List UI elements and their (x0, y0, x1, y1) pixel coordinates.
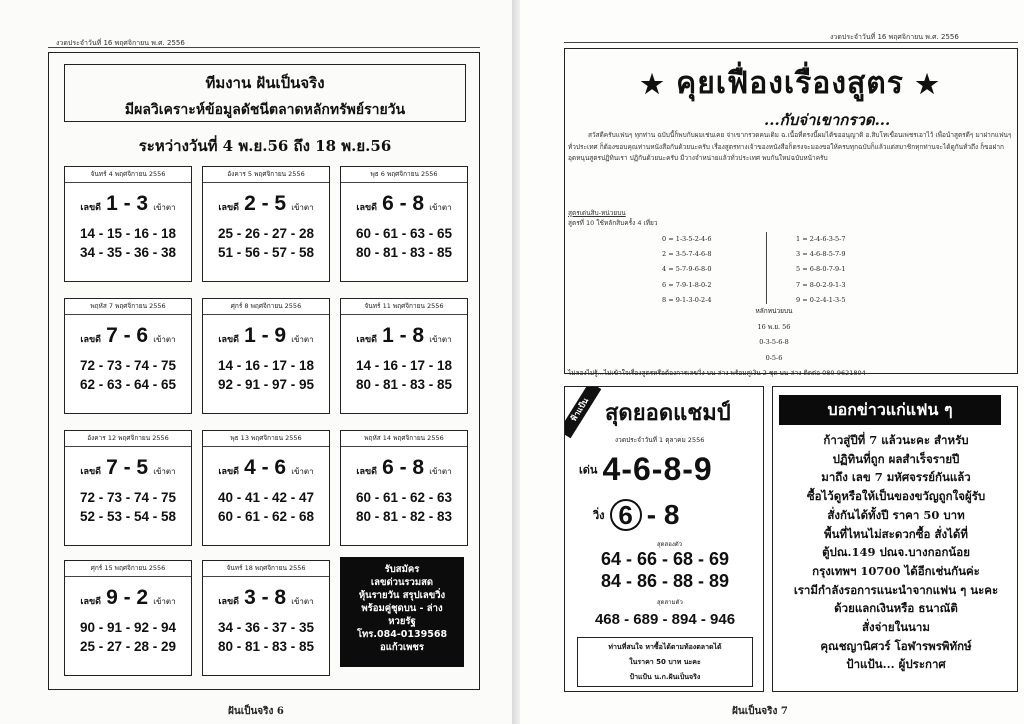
number-row: 92 - 91 - 97 - 95 (217, 377, 315, 392)
announcement-line: สั่งกันได้ทั้งปี ราคา 50 บาท (827, 507, 965, 522)
unit-value: 0-3-5-6-8 (759, 338, 789, 346)
number-row: 72 - 73 - 74 - 75 (79, 490, 177, 505)
card-date: พุธ 13 พฤศจิกายน 2556 (203, 431, 329, 447)
lead-value: 4-6-8-9 (602, 451, 713, 487)
card-numbers (341, 488, 467, 526)
pick-suffix: เข้าตา (291, 203, 314, 212)
card-date: พฤหัส 7 พฤศจิกายน 2556 (65, 299, 191, 315)
card-date: จันทร์ 11 พฤศจิกายน 2556 (341, 299, 467, 315)
right-page-header: งวดประจำวันที่ 16 พฤศจิกายน พ.ศ. 2556 (830, 33, 959, 41)
number-row: 80 - 81 - 83 - 85 (355, 245, 453, 260)
two-digit-label: สุดสองตัว (657, 541, 683, 548)
pick-suffix: เข้าตา (153, 203, 176, 212)
pick-label: เลขดี (218, 597, 239, 607)
circled-number: 6 (610, 499, 642, 531)
two-digit-row: 84 - 86 - 88 - 89 (600, 571, 730, 591)
number-row: 90 - 91 - 92 - 94 (79, 620, 177, 635)
pick-label: เลขดี (80, 335, 101, 345)
number-row: 62 - 63 - 64 - 65 (79, 377, 177, 392)
promo-box (340, 557, 464, 667)
promo-line: โทร.084-0139568 (356, 629, 448, 640)
run-second: - 8 (646, 499, 680, 530)
announcement-line: ก้าวสู่ปีที่ 7 แล้วนะคะ สำหรับ (823, 433, 969, 447)
announcement-line: ป้าแป้น... ผู้ประกาศ (846, 657, 946, 672)
card-pick (65, 324, 191, 348)
number-row: 14 - 16 - 17 - 18 (355, 358, 453, 373)
number-row: 25 - 27 - 28 - 29 (79, 639, 177, 654)
header-rule (564, 42, 1018, 43)
card-numbers (341, 356, 467, 394)
announcement-body (781, 431, 1011, 674)
unit-label: หลักหน่วยบน (755, 307, 793, 315)
formula-row: 9 = 0-2-4-1-3-5 (796, 295, 846, 304)
promo-line: อแก้วเพชร (380, 642, 424, 653)
number-row: 80 - 81 - 83 - 85 (217, 639, 315, 654)
three-digit-label: สุดสามตัว (657, 599, 683, 606)
formula-row: 0 = 1-3-5-2-4-6 (662, 235, 712, 243)
purchase-note (577, 637, 753, 687)
number-row: 25 - 26 - 27 - 28 (217, 226, 315, 241)
card-numbers (341, 224, 467, 262)
left-page-header: งวดประจำวันที่ 16 พฤศจิกายน พ.ศ. 2556 (56, 39, 185, 47)
number-row: 14 - 16 - 17 - 18 (217, 358, 315, 373)
promo-line: เลขด่วนรวมสด (370, 577, 434, 588)
pick-label: เลขดี (80, 467, 101, 477)
header-rule (48, 47, 480, 48)
promo-line: รับสมัคร (384, 564, 420, 575)
card-numbers (65, 224, 191, 262)
formula-row: 3 = 4-6-8-5-7-9 (796, 250, 846, 259)
daily-card (340, 430, 468, 546)
pick-label: เลขดี (218, 335, 239, 345)
two-digit-row: 64 - 66 - 68 - 69 (600, 549, 730, 569)
formula-row: 6 = 7-9-1-8-0-2 (662, 280, 712, 289)
subheadline: ...กับจ่าเขากรวด... (764, 111, 891, 129)
intro-paragraph: สวัสดีครับแฟนๆ ทุกท่าน ฉบับนี้ก็พบกับผมเช่นเคย จ่าเขากรวดคนเดิม ฉ.เนื้อที่ตรงนี้ผมได้ขออนุญาติ อ.สิบโทเขื่อนเพชรเอาไว้ เพื่อนำสูตรดีๆ มาฝากแฟนๆ ทั่วประเทศ ก็ต้องขอบคุณท่านหนังสือกันด้วยนะครับ เรื่องสูตรทางเจ้าของหนังสือก็ตรงจะมองขอให้ครบทุกฉบับก็แล้วแต่สมาชิกทุกท่านจะได้ดูกันทั่วถึง ก็ขอฝากอุดหนุนสูตรปฏิทินเรา ปฏิกันด้วยนะครับ มีวางจำหน่ายแล้วทั่วประเทศ พบกันใหม่ฉบับหน้าครับ (568, 131, 1012, 162)
pick-label: เลขดี (218, 203, 239, 213)
champion-box (564, 386, 764, 692)
announcement-line: พื้นที่ไหนไม่สะดวกซื้อ สั่งได้ที่ (824, 526, 968, 541)
note-line: ในราคา 50 บาท นะคะ (629, 658, 701, 666)
card-numbers (65, 356, 191, 394)
pick-suffix: เข้าตา (291, 335, 314, 344)
pick-label: เลขดี (356, 335, 377, 345)
promo-line: หุ้นรายวัน สรุปเลขวิ่ง (358, 590, 446, 601)
number-row: 34 - 35 - 36 - 38 (79, 245, 177, 260)
promo-line: พร้อมคู่ชุดบน - ล่าง (361, 603, 443, 614)
announcement-line: เรามีกำลังรอการแนะนำจากแฟน ๆ นะคะ (793, 582, 999, 597)
right-page (520, 0, 1024, 724)
formula-row: 1 = 2-4-6-3-5-7 (796, 235, 846, 243)
card-numbers (203, 488, 329, 526)
unit-date: 16 พ.ย. 56 (757, 323, 791, 331)
pick-suffix: เข้าตา (429, 335, 452, 344)
daily-card (64, 166, 192, 282)
unit-result: 0-5-6 (765, 354, 783, 362)
pick-suffix: เข้าตา (291, 597, 314, 606)
announcement-line: คุณชญานิศวร์ โอฬารพรพิทักษ์ (820, 638, 972, 653)
pick-suffix: เข้าตา (291, 467, 314, 476)
number-row: 80 - 81 - 82 - 83 (355, 509, 453, 524)
announcement-line: สั่งจ่ายในนาม (862, 620, 930, 635)
daily-card (340, 166, 468, 282)
formula-row: 5 = 6-8-0-7-9-1 (796, 265, 846, 274)
daily-card (64, 298, 192, 414)
announcement-line: ปฏิทินที่ถูก ผลสำเร็จรายปี (832, 451, 960, 466)
promo-line: หวยรัฐ (388, 616, 416, 627)
pick-suffix: เข้าตา (429, 467, 452, 476)
pick-digits: 7 - 5 (106, 456, 149, 479)
card-pick (203, 324, 329, 348)
card-numbers (65, 488, 191, 526)
daily-card (202, 298, 330, 414)
card-pick (65, 586, 191, 610)
number-row: 52 - 53 - 54 - 58 (79, 509, 177, 524)
number-row: 40 - 41 - 42 - 47 (217, 490, 315, 505)
card-numbers (65, 618, 191, 656)
card-date: อังคาร 12 พฤศจิกายน 2556 (65, 431, 191, 447)
number-row: 80 - 81 - 83 - 85 (355, 377, 453, 392)
pick-suffix: เข้าตา (429, 203, 452, 212)
formula-left-column (662, 232, 712, 308)
card-pick (341, 324, 467, 348)
left-page-footer: ฝันเป็นจริง 6 (228, 706, 284, 717)
card-date: พฤหัส 14 พฤศจิกายน 2556 (341, 431, 467, 447)
three-digit-row: 468 - 689 - 894 - 946 (594, 611, 736, 628)
card-pick (203, 192, 329, 216)
pick-digits: 2 - 5 (244, 192, 287, 215)
card-numbers (203, 356, 329, 394)
number-row: 60 - 61 - 62 - 68 (217, 509, 315, 524)
daily-card (202, 166, 330, 282)
formula-row: 2 = 3-5-7-4-6-8 (662, 250, 712, 259)
book-gutter (512, 0, 520, 724)
pick-digits: 4 - 6 (244, 456, 287, 479)
card-date: จันทร์ 18 พฤศจิกายน 2556 (203, 561, 329, 577)
card-date: จันทร์ 4 พฤศจิกายน 2556 (65, 167, 191, 183)
title-box (64, 64, 466, 122)
pick-label: เลขดี (218, 467, 239, 477)
analysis-title: มีผลวิเคราะห์ข้อมูลดัชนีตลาดหลักทรัพย์รายวัน (124, 102, 406, 118)
number-row: 51 - 56 - 57 - 58 (217, 245, 315, 260)
right-page-footer: ฝันเป็นจริง 7 (732, 706, 788, 717)
pick-label: เลขดี (356, 467, 377, 477)
formula-row: 7 = 8-0-2-9-1-3 (796, 280, 846, 289)
champion-date: งวดประจำวันที่ 1 ตุลาคม 2556 (615, 436, 705, 444)
pick-digits: 1 - 9 (244, 324, 287, 347)
pick-digits: 1 - 3 (106, 192, 149, 215)
run-label: วิ่ง (593, 509, 605, 522)
number-row: 34 - 36 - 37 - 35 (217, 620, 315, 635)
card-pick (203, 586, 329, 610)
card-pick (203, 456, 329, 480)
author-tag: ฟ้าแป้น (564, 386, 601, 438)
card-pick (65, 192, 191, 216)
pick-suffix: เข้าตา (153, 597, 176, 606)
card-numbers (203, 618, 329, 656)
pick-digits: 6 - 8 (382, 192, 425, 215)
run-numbers (593, 499, 679, 531)
headline-text: คุยเฟื่องเรื่องสูตร (676, 66, 904, 101)
pick-digits: 6 - 8 (382, 456, 425, 479)
number-row: 14 - 15 - 16 - 18 (79, 226, 177, 241)
number-row: 60 - 61 - 62 - 63 (355, 490, 453, 505)
formula-subtitle: สูตรที่ 10 ใช้หลักสิบครั้ง 4 เที่ยว (568, 219, 658, 227)
card-date: ศุกร์ 8 พฤศจิกายน 2556 (203, 299, 329, 315)
star-icon: ★ (640, 70, 665, 100)
announcement-line: มาถึง เลข 7 มหัศจรรย์กันแล้ว (821, 470, 971, 485)
pick-label: เลขดี (80, 597, 101, 607)
formula-title: สูตรเด่นสิบ-หน่วยบน (568, 209, 626, 217)
announcement-box (772, 386, 1018, 692)
contact-disclaimer: ไม่ลองไม่รู้...ไม่เข้าใจเรื่องสูตรหรือต้องการเลขวิ่ง บน-ล่าง พร้อมคู่เงิน 2 ชุด บน-ล่าง ติดต่อ 080-9621804 (568, 369, 866, 377)
card-date: อังคาร 5 พฤศจิกายน 2556 (203, 167, 329, 183)
lead-numbers (579, 451, 713, 488)
pick-suffix: เข้าตา (153, 467, 176, 476)
pick-label: เลขดี (80, 203, 101, 213)
pick-suffix: เข้าตา (153, 335, 176, 344)
card-date: พุธ 6 พฤศจิกายน 2556 (341, 167, 467, 183)
note-line: ท่านที่สนใจ หาซื้อได้ตามท้องตลาดได้ (608, 643, 722, 651)
announcement-line: ซื้อไว้ดูหรือให้เป็นของขวัญถูกใจผู้รับ (806, 489, 986, 504)
pick-digits: 1 - 8 (382, 324, 425, 347)
team-title: ทีมงาน ฝันเป็นจริง (205, 74, 325, 92)
announcement-title: บอกข่าวแก่แฟน ๆ (779, 395, 1001, 425)
column-headline (580, 60, 1000, 107)
pick-digits: 7 - 6 (106, 324, 149, 347)
champion-title: สุดยอดแชมป์ (605, 400, 731, 426)
star-icon: ★ (915, 70, 940, 100)
announcement-line: ตู้ปณ.149 ปณจ.บางกอกน้อย (822, 545, 970, 560)
number-row: 60 - 61 - 63 - 65 (355, 226, 453, 241)
daily-card (64, 430, 192, 546)
formula-row: 4 = 5-7-9-6-8-0 (662, 265, 712, 274)
card-pick (341, 192, 467, 216)
note-line: ป้าแป้น น.ก.ฝันเป็นจริง (629, 673, 701, 681)
card-numbers (203, 224, 329, 262)
daily-card (202, 430, 330, 546)
pick-digits: 9 - 2 (106, 586, 149, 609)
pick-label: เลขดี (356, 203, 377, 213)
pick-digits: 3 - 8 (244, 586, 287, 609)
formula-divider (766, 232, 767, 304)
number-row: 72 - 73 - 74 - 75 (79, 358, 177, 373)
daily-card (340, 298, 468, 414)
announcement-line: กรุงเทพฯ 10700 ได้อีกเช่นกันค่ะ (812, 563, 980, 578)
announcement-line: ด้วยแลกเงินหรือ ธนาณัติ (834, 601, 958, 616)
period-title: ระหว่างวันที่ 4 พ.ย.56 ถึง 18 พ.ย.56 (138, 137, 392, 155)
daily-card (64, 560, 192, 676)
formula-right-column (796, 232, 846, 308)
formula-row: 8 = 9-1-3-0-2-4 (662, 295, 712, 304)
card-pick (341, 456, 467, 480)
lead-label: เด่น (579, 463, 598, 477)
card-pick (65, 456, 191, 480)
daily-card (202, 560, 330, 676)
card-date: ศุกร์ 15 พฤศจิกายน 2556 (65, 561, 191, 577)
